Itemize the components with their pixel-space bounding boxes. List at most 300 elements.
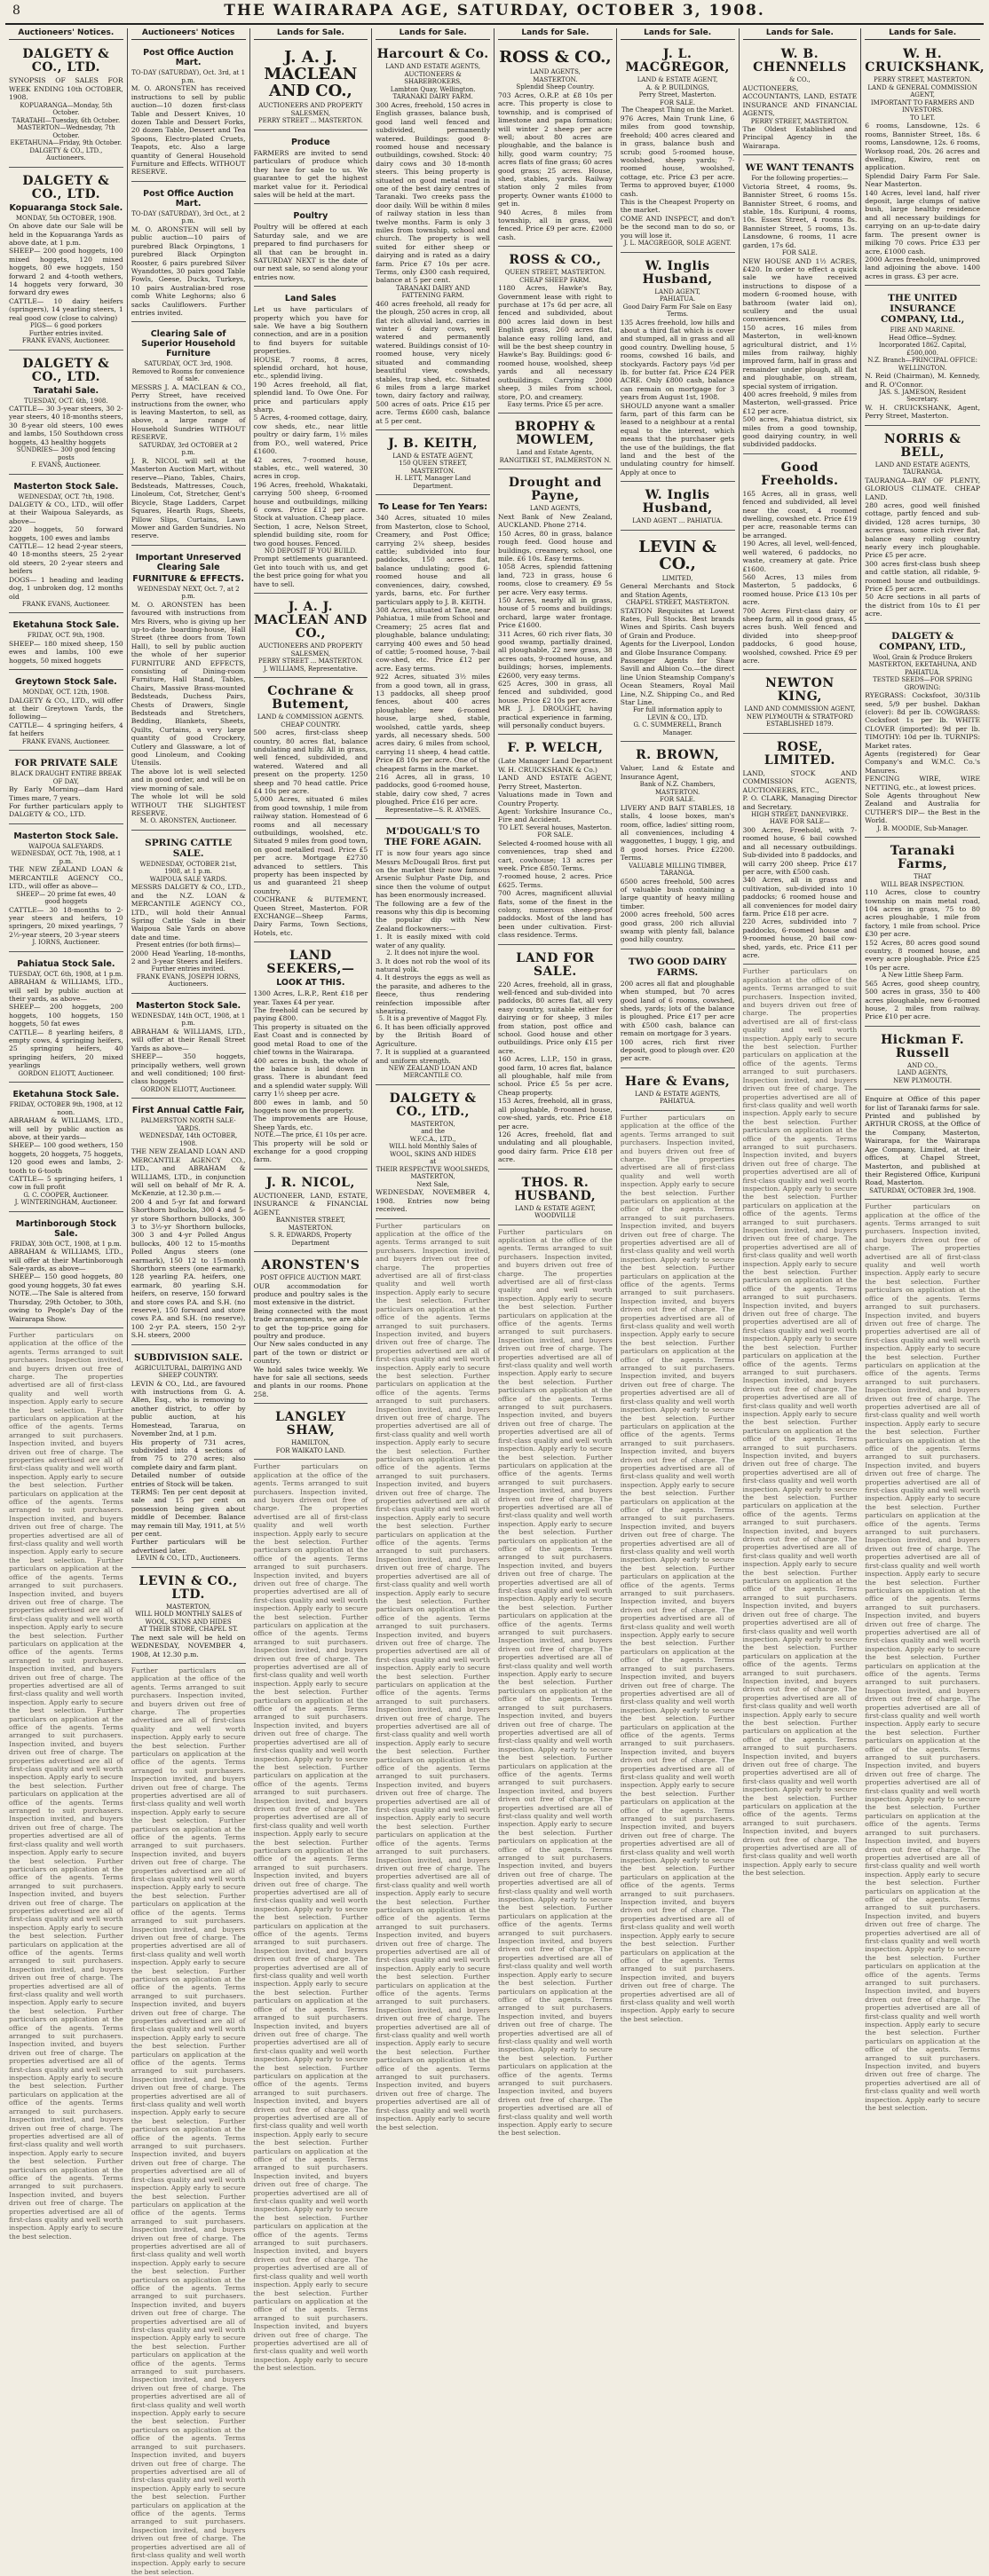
ad-line: FRANK EVANS, Auctioneer. [21, 737, 110, 745]
advertisement [254, 596, 368, 678]
ad-line: Agents (registered) for Gear Company's and W.M.C. Co.'s Manures. [865, 750, 980, 775]
ad-line: M. O. ARONSTEN will sell by public auction—10 pairs of purebred Black Orpingtons, 1 purebred Black Orpington Rooster, 6 pairs purebred Silver Wyandottes, 30 pairs good Table Fowls, Geese, Ducks, Turkeys, 10 pairs Australian-bred rose comb White Leghorns; also 6 sacks Cauliflowers. Further entries invited. [131, 225, 246, 317]
ad-title: W. Inglis Husband, [642, 258, 713, 287]
ad-line: FRANK EVANS, JOSEPH IORNS, Auctioneers. [136, 973, 241, 989]
advertisement [131, 1101, 246, 1344]
advertisement [131, 325, 246, 545]
ad-title: J. R. NICOL, [265, 1175, 355, 1190]
ad-line: Bank of N.Z. Chambers, [639, 781, 716, 789]
ad-line: 703 Acres, O.R.P. at £8 10s per acre. This property is close to township, and is comprised of limestone and papa formation; will winter 2 sheep per acre well; about 80 acres are ploughable, and the balance is hilly, good warm country; 75 acres flats of fine grass; 60 acres good grass; 25 acres. House, shed, stables, yards. Railway station only 2 miles from property. Owner wants £1000 to get in. [498, 91, 613, 209]
ad-line: 940 Acres, 8 miles from township, all in grass, well fenced. Price £9 per acre. £2000 cash. [498, 208, 613, 241]
ad-line: WOODVILLE [534, 1212, 576, 1220]
ad-line: 150 Acres, 80 in grass, balance rough feed. Good house and buildings, creamery, school, one mile. £6 10s. Easy terms. [498, 529, 613, 563]
ad-line: Valuations made in Town and Country Property. [498, 791, 613, 807]
ad-line: TO-DAY (SATURDAY), 3rd Oct., at 2 p.m. [131, 209, 246, 225]
ad-line: CATTLE— 5 springing heifers, 1 cow in full profit [9, 1174, 123, 1192]
ad-line: Valuer, Land & Estate and Insurance Agent, [620, 764, 735, 781]
ad-line: J. L. MACGREGOR, SOLE AGENT. [623, 240, 732, 247]
advertisement [9, 827, 123, 952]
advertisement [498, 1172, 613, 1225]
ad-line: TESTED SEEDS—FOR SPRING GROWING: [873, 676, 973, 691]
ad-title: NEWTON KING, [765, 676, 835, 705]
ad-title: THE UNITED INSURANCE COMPANY, Ltd., [880, 293, 965, 326]
advertisement [743, 673, 858, 734]
ad-line: HIGH STREET, DANNEVIRKE. [751, 810, 849, 818]
ad-line: TAURANGA—BAY OF PLENTY, GLORIOUS CLIMATE. CHEAP LAND. [865, 476, 980, 501]
ad-line: WAIPOUA SALEYARDS. [28, 842, 104, 850]
column-heading: Lands for Sale. [254, 28, 368, 40]
ad-title: DALGETY & CO., LTD., [389, 1091, 477, 1119]
ad-line: SATURDAY, OCTOBER 3rd, 1908. [869, 1186, 977, 1194]
ad-line: LAND, STOCK AND COMMISSION AGENTS, AUCTIONEERS, ETC., [742, 768, 858, 794]
ad-title: Taranaki Farms, [890, 844, 955, 872]
ad-line: WEDNESDAY, OCT. 7th, 1908. [18, 492, 115, 500]
ad-line: LEVIN & CO., Ltd., are favoured with instructions from G. A. Allen, Esq., who is removing to another district, to offer by public auction, at his Homestead, Tararua, on November 2nd, at 1 p.m. [131, 1379, 246, 1438]
ad-line: SATURDAY, OCT. 3rd, 1908. [144, 360, 233, 368]
advertisement [376, 822, 490, 1085]
ad-line: (Late Manager Land Department W. H. CRUICKSHANK & Co.) [498, 757, 613, 774]
ad-title: First Annual Cattle Fair, [131, 1106, 245, 1116]
ad-line: SYNOPSIS OF SALES FOR WEEK ENDING 10th OCTOBER, 1908. [9, 76, 123, 102]
ad-line: PIGS— 6 good porkers [30, 322, 102, 329]
ad-line: LAND AND ESTATE AGENTS, TAURANGA. [874, 461, 970, 477]
ad-line: Prompt settlements guaranteed. Get into touch with us, and get the best price going for what you have to sell. [253, 555, 368, 588]
ad-line: S. R. EDWARDS, Property Department [269, 1232, 352, 1247]
advertisement [131, 548, 246, 831]
column-filler: Further particulars on application at the office of the agents. Terms arranged to suit purchasers. Inspection invited, and buyers driven out free of charge. The properties advertised are all of first-class quality and well worth inspection. Apply early to secure the best selection. Further particulars on application at the office of the agents. Terms arranged to suit purchasers. Inspection invited, and buyers driven out free of charge. The properties advertised are all of first-class quality and well worth inspection. Apply early to secure the best selection. Further particulars on application at the office of the agents. Terms arranged to suit purchasers. Inspection invited, and buyers driven out free of charge. The properties advertised are all of first-class quality and well worth inspection. Apply early to secure the best selection. Further particulars on application at the office of the agents. Terms arranged to suit purchasers. Inspection invited, and buyers driven out free of charge. The properties advertised are all of first-class quality and well worth inspection. Apply early to secure the best selection. Further particulars on application at the office of the agents. Terms arranged to suit purchasers. Inspection invited, and buyers driven out free of charge. The properties advertised are all of first-class quality and well worth inspection. Apply early to secure the best selection. Further particulars on application at the office of the agents. Terms arranged to suit purchasers. Inspection invited, and buyers driven out free of charge. The properties advertised are all of first-class quality and well worth inspection. Apply early to secure the best selection. Further particulars on application at the office of the agents. Terms arranged to suit purchasers. Inspection invited, and buyers driven out free of charge. The properties advertised are all of first-class quality and well worth inspection. Apply early to secure the best selection. Further particulars on application at the office of the agents. Terms arranged to suit purchasers. Inspection invited, and buyers driven out free of charge. The properties advertised are all of first-class quality and well worth inspection. Apply early to secure the best selection. Further particulars on application at the office of the agents. Terms arranged to suit purchasers. Inspection invited, and buyers driven out free of charge. The properties advertised are all of first-class quality and well worth inspection. Apply early to secure the best selection. Further particulars on application at the office of the agents. Terms arranged to suit purchasers. Inspection invited, and buyers driven out free of charge. The properties advertised are all of first-class quality and well worth inspection. Apply early to secure the best selection. Further particulars on application at the office of the agents. Terms arranged to suit purchasers. Inspection invited, and buyers driven out free of charge. The properties advertised are all of first-class quality and well worth inspection. Apply early to secure the best selection. Further particulars on application at the office of the agents. Terms arranged to suit purchasers. Inspection invited, and buyers driven out free of charge. The properties advertised are all of first-class quality and well worth inspection. Apply early to secure the best selection. [376, 1221, 490, 2131]
ad-title: Eketahuna Stock Sale. [12, 1090, 120, 1100]
ad-line: COCHRANE & BUTEMENT, Queen Street, Masterton. FOR EXCHANGE—Sheep Farms, Dairy Farms, Town Sections, Hotels, etc. [253, 895, 368, 937]
advertisement [131, 1571, 246, 1664]
ad-line: 126 Acres, freehold, flat and undulating and all ploughable, good dairy farm. Price £18 per acre. [498, 1130, 613, 1164]
ad-line: WEDNESDAY, 14th OCT., 1908, at 1 p.m. [131, 1012, 246, 1028]
ad-line: MR J. J. DROUGHT, having practical experience in farming, will personally conduct buyers. [498, 705, 613, 730]
column-6 [617, 28, 740, 2023]
ad-title: LAND SEEKERS,— [266, 949, 355, 977]
ad-line: 500 acres, first-class sheep country, 80 acres flat, balance undulating and hilly. All in grass, well fenced, subdivided, and watered. Watered and all present on the property. 1250 sheep and 70 head cattle. Price £4 10s per acre. [253, 729, 368, 795]
ad-line: DALGETY & CO., LTD., Auctioneers. [29, 146, 103, 162]
ad-line: FOR WAIKATO LAND. [275, 1446, 346, 1454]
ad-line: Good Dairy Farm For Sale on Easy Terms. [622, 303, 732, 318]
ad-title: WE WANT TENANTS [745, 162, 855, 174]
ad-title: LEVIN & CO., [638, 537, 716, 573]
ad-line: WEDNESDAY NEXT, Oct. 7, at 2 p.m. [137, 585, 240, 601]
ad-line: LAND AGENT, [654, 288, 700, 295]
ad-line: 6. It has been officially approved by the British Board of Agriculture. [376, 1022, 490, 1048]
ad-line: FRIDAY, 30th OCT., 1908, at 1 p.m. [10, 1240, 122, 1248]
ad-line: 625 Acres, 300 in grass, all fenced and subdivided, good house. Price £2 10s per acre. [498, 680, 613, 705]
ad-line: RYEGRASS: Cocksfoot, 30/31lb seed, 5/9 per bushel. Dakhan (clover): 8d per lb. COWGRASS: Cocksfoot 1s per lb. WHITE CLOVER (imported): 9d per lb. TIMOTHY: 10d per lb. TURNIPS: Market rates. [865, 691, 980, 750]
ad-line: N. Reid (Chairman), M. Kennedy, and R. O'Connor. [865, 372, 980, 389]
ad-line: HAMILTON, [291, 1439, 330, 1447]
advertisement [498, 249, 613, 414]
ad-line: AUCTIONEERS AND PROPERTY SALESMEN, [258, 102, 363, 117]
ad-line: Incorporated 1862. Capital, £500,000. [878, 342, 967, 357]
ad-line: MASTERTON, EKETAHUNA, AND PAHIATUA. [868, 661, 977, 676]
ad-line: A New Little Sheep Farm. [882, 972, 964, 980]
ad-line: CHAPEL STREET, MASTERTON. [625, 599, 730, 607]
advertisement [254, 133, 368, 204]
ad-line: THAT [914, 873, 932, 881]
ad-line: SHEEP— 150 good hoggets, 80 good young hoggets, 30 fat ewes [9, 1272, 123, 1289]
ad-line: CHEAP SHEEP FARM. [519, 276, 591, 284]
ad-line: 50 Acre sections in all parts of the district from 10s to £1 per acre. [865, 593, 980, 618]
ad-line: Our New sales conducted in any part of the town or district or country. [253, 1340, 368, 1366]
ad-title: W. H. CRUICKSHANK, [865, 47, 985, 75]
ad-line: AUCTIONEERS, ACCOUNTANTS, LAND, ESTATE INSURANCE AND FINANCIAL AGENTS, [742, 83, 858, 118]
ad-title: Eketahuna Stock Sale. [12, 620, 120, 631]
ad-line: 300 Acres, Freehold, with 7-roomed house, 6 bail cowshed and all necessary outbuildings. Sub-divided into 8 paddocks, and will carry 200 sheep. Price £17 per acre, with £500 cash. [742, 825, 858, 876]
advertisement [376, 43, 490, 430]
ad-line: GORDON ELIOTT, Auctioneer. [140, 1085, 237, 1093]
advertisement [9, 477, 123, 614]
ad-line: We hold sales twice weekly. We have for sale all sections, seeds and plants in our rooms. Phone 258. [253, 1365, 368, 1398]
ad-line: Agent: Yorkshire Insurance Co., Fire and Accident. [498, 807, 613, 824]
advertisement [743, 457, 858, 671]
ad-line: WILL BEAR INSPECTION. [881, 880, 965, 888]
ad-title: To Lease for Ten Years: [378, 502, 487, 513]
ad-line: SHOULD anyone want a smaller farm, part of this farm can be leased to a neighbour at a rental equal to the interest, which means that the purchaser gets the use of the buildings, the flat land and the best of the undulating country for himself. Apply at once to [620, 401, 735, 477]
ad-line: PERRY STREET ... MASTERTON. [257, 658, 363, 666]
ad-line: MESSRS DALGETY & CO., LTD., and the N.Z. LOAN & MERCANTILE AGENCY CO., LTD., will hold their Annual Spring Cattle Sale in their Waipoua Sale Yards on above date and time. [131, 883, 246, 941]
ad-line: 5,000 Acres, situated 6 miles from good township, 1 mile from railway station. Homestead of 6 rooms and all necessary outbuildings, woolshed, etc. Situated 9 miles from good town, on good metalled road. Price £5 per acre. Mortgage £2730 advanced to settlers. This property has been inspected by us and guaranteed 21 sheep country. [253, 795, 368, 895]
column-filler: Further particulars on application at the office of the agents. Terms arranged to suit purchasers. Inspection invited, and buyers driven out free of charge. The properties advertised are all of first-class quality and well worth inspection. Apply early to secure the best selection. Further particulars on application at the office of the agents. Terms arranged to suit purchasers. Inspection invited, and buyers driven out free of charge. The properties advertised are all of first-class quality and well worth inspection. Apply early to secure the best selection. Further particulars on application at the office of the agents. Terms arranged to suit purchasers. Inspection invited, and buyers driven out free of charge. The properties advertised are all of first-class quality and well worth inspection. Apply early to secure the best selection. Further particulars on application at the office of the agents. Terms arranged to suit purchasers. Inspection invited, and buyers driven out free of charge. The properties advertised are all of first-class quality and well worth inspection. Apply early to secure the best selection. Further particulars on application at the office of the agents. Terms arranged to suit purchasers. Inspection invited, and buyers driven out free of charge. The properties advertised are all of first-class quality and well worth inspection. Apply early to secure the best selection. Further particulars on application at the office of the agents. Terms arranged to suit purchasers. Inspection invited, and buyers driven out free of charge. The properties advertised are all of first-class quality and well worth inspection. Apply early to secure the best selection. Further particulars on application at the office of the agents. Terms arranged to suit purchasers. Inspection invited, and buyers driven out free of charge. The properties advertised are all of first-class quality and well worth inspection. Apply early to secure the best selection. Further particulars on application at the office of the agents. Terms arranged to suit purchasers. Inspection invited, and buyers driven out free of charge. The properties advertised are all of first-class quality and well worth inspection. Apply early to secure the best selection. Further particulars on application at the office of the agents. Terms arranged to suit purchasers. Inspection invited, and buyers driven out free of charge. The properties advertised are all of first-class quality and well worth inspection. Apply early to secure the best selection. Further particulars on application at the office of the agents. Terms arranged to suit purchasers. Inspection invited, and buyers driven out free of charge. The properties advertised are all of first-class quality and well worth inspection. Apply early to secure the best selection. Further particulars on application at the office of the agents. Terms arranged to suit purchasers. Inspection invited, and buyers driven out free of charge. The properties advertised are all of first-class quality and well worth inspection. Apply early to secure the best selection. Further particulars on application at the office of the agents. Terms arranged to suit purchasers. Inspection invited, and buyers driven out free of charge. The properties advertised are all of first-class quality and well worth inspection. Apply early to secure the best selection. [498, 1227, 613, 2138]
ad-title: W. B. CHENNELLS [753, 47, 847, 75]
ad-line: WEDNESDAY, NOVEMBER 4, 1908. Entries now being received. [376, 1188, 490, 1214]
ad-line: FRIDAY, OCTOBER 9th, 1908, at 12 noon. [9, 1101, 123, 1116]
ad-line: LAND & ESTATE AGENT, [515, 1204, 596, 1212]
ad-line: 7-roomed house, 2 acres. Price £625. Terms. [498, 872, 613, 889]
ad-line: 500 acres, Pahiatua district, six miles from a good township, good dairying country, in well subdivided paddocks. [742, 415, 858, 449]
ad-title: Hickman F. Russell [881, 1032, 965, 1060]
ad-line: CATTLE— 12 head 2-year steers, 40 18-months steers, 25 2-year old steers, 20 2-year steers and heifers [9, 542, 123, 576]
ad-line: 196 Acres, freehold, Whakataki, carrying 500 sheep, 6-roomed house and outbuildings, milking 6 cows. Price £12 per acre. Stock at valuation. Cheap place. [253, 480, 368, 523]
ad-subtitle: FURNITURE & EFFECTS. [132, 573, 244, 584]
ad-line: FRANK EVANS, Auctioneer. [21, 337, 110, 344]
ad-subtitle: LOOK AT THIS. [276, 978, 345, 989]
ad-title: J. B. KEITH, [388, 436, 479, 451]
ad-line: General Merchants and Stock and Station Agents, [620, 582, 735, 599]
ad-title: M'DOUGALL'S TO THE FORE AGAIN. [384, 826, 482, 848]
advertisement [376, 433, 490, 496]
ad-line: FIRE AND MARINE. [890, 327, 955, 335]
ad-line: Easy terms. Price £5 per acre. [507, 400, 604, 408]
ad-line: Further entries invited. [151, 965, 225, 973]
column-heading: Auctioneers' Notices. [9, 28, 123, 40]
ad-line: FOR SALE. [537, 831, 574, 839]
ad-line: 922 Acres, situated 3½ miles from a good town, all in grass, 13 paddocks, all sheep proof fences, about 400 acres ploughable; new 6-roomed house, large shed, stable, woolshed, cattle yards, sheep yards, all necessary sheds. 500 acres dairy, 6 miles from school, carrying 11 sheep, 4 head cattle. Price £8 10s per acre. One of the cheapest farms in the market. [376, 673, 490, 773]
ad-line: For full information apply to [632, 706, 723, 714]
ad-line: The next sale will be held on WEDNESDAY, NOVEMBER 4, 1908, At 12.30 p.m. [131, 1633, 246, 1658]
ad-line: Present entries (for both firms)— [136, 941, 241, 949]
ad-title: Important Unreserved Clearing Sale [135, 552, 241, 572]
ad-line: LAND AGENTS, [897, 1069, 948, 1077]
column-filler: Further particulars on application at the office of the agents. Terms arranged to suit purchasers. Inspection invited, and buyers driven out free of charge. The properties advertised are all of first-class quality and well worth inspection. Apply early to secure the best selection. Further particulars on application at the office of the agents. Terms arranged to suit purchasers. Inspection invited, and buyers driven out free of charge. The properties advertised are all of first-class quality and well worth inspection. Apply early to secure the best selection. Further particulars on application at the office of the agents. Terms arranged to suit purchasers. Inspection invited, and buyers driven out free of charge. The properties advertised are all of first-class quality and well worth inspection. Apply early to secure the best selection. Further particulars on application at the office of the agents. Terms arranged to suit purchasers. Inspection invited, and buyers driven out free of charge. The properties advertised are all of first-class quality and well worth inspection. Apply early to secure the best selection. Further particulars on application at the office of the agents. Terms arranged to suit purchasers. Inspection invited, and buyers driven out free of charge. The properties advertised are all of first-class quality and well worth inspection. Apply early to secure the best selection. Further particulars on application at the office of the agents. Terms arranged to suit purchasers. Inspection invited, and buyers driven out free of charge. The properties advertised are all of first-class quality and well worth inspection. Apply early to secure the best selection. Further particulars on application at the office of the agents. Terms arranged to suit purchasers. Inspection invited, and buyers driven out free of charge. The properties advertised are all of first-class quality and well worth inspection. Apply early to secure the best selection. Further particulars on application at the office of the agents. Terms arranged to suit purchasers. Inspection invited, and buyers driven out free of charge. The properties advertised are all of first-class quality and well worth inspection. Apply early to secure the best selection. Further particulars on application at the office of the agents. Terms arranged to suit purchasers. Inspection invited, and buyers driven out free of charge. The properties advertised are all of first-class quality and well worth inspection. Apply early to secure the best selection. Further particulars on application at the office of the agents. Terms arranged to suit purchasers. Inspection invited, and buyers driven out free of charge. The properties advertised are all of first-class quality and well worth inspection. Apply early to secure the best selection. Further particulars on application at the office of the agents. Terms arranged to suit purchasers. Inspection invited, and buyers driven out free of charge. The properties advertised are all of first-class quality and well worth inspection. Apply early to secure the best selection. Further particulars on application at the office of the agents. Terms arranged to suit purchasers. Inspection invited, and buyers driven out free of charge. The properties advertised are all of first-class quality and well worth inspection. Apply early to secure the best selection. [620, 1113, 735, 2023]
ad-line: LIMITED, [661, 574, 693, 582]
ad-line: 1058 Acres, splendid fattening land, 723 in grass, house 6 rooms, close to creamery. £9 5s per acre. Very easy terms. [498, 563, 613, 596]
ad-line: Perry Street, Masterton. [638, 91, 716, 99]
ad-line: M. O. ARONSTEN has been favoured with instructions from Mrs Rivers, who is giving up her up-to-date boarding-house, Hall Street (three doors from Town Hall), to sell by public auction the whole of her superior FURNITURE AND EFFECTS, consisting of Dining-room Furniture, Hall Stand, Tables, Chairs, Massive Brass-mounted Bedsteads, Duchess Pairs, Chests of Drawers, Single Bedsteads and Stretchers, Bedding, Blankets, Sheets, Quilts, Curtains, a very large quantity of good Crockery, Cutlery and Glassware, a lot of good Linoleum, and Cooking Utensils. [131, 600, 246, 768]
advertisement [621, 1071, 735, 1111]
advertisement [376, 1088, 490, 1219]
ad-line: 340 Acres, all in grass and cultivation, sub-divided into 10 paddocks; 6 roomed house and all conveniences for model dairy farm. Price £18 per acre. [742, 876, 858, 918]
ad-title: BROPHY & MOWLEM, [514, 420, 596, 448]
ad-title: Masterton Stock Sale. [136, 1000, 241, 1011]
ad-line: The freehold can be secured by paying £800. [253, 1006, 368, 1023]
advertisement [621, 484, 735, 531]
ad-line: THE NEW ZEALAND LOAN & MERCANTILE AGENCY CO., LTD., will offer as above— [9, 865, 123, 891]
advertisement [254, 945, 368, 1170]
ad-title: Land Sales [284, 294, 336, 304]
ad-line: POST OFFICE AUCTION MART. [259, 1274, 361, 1282]
ad-line: JAS. S. JAMESON, Resident Secretary. [879, 388, 967, 404]
ad-line: MONDAY, 5th OCTOBER, 1908. [15, 214, 116, 222]
ad-line: MASTERTON, [410, 1120, 455, 1128]
ad-line: Land and Estate Agents, [516, 449, 594, 457]
ad-line: Victoria Street, 4 rooms, 9s. Bannister Street, 6 rooms 15s. Bannister Street, 6 rooms, and stable, 18s. Kuripuni, 4 rooms, 10s. Essex Street, 4 rooms 8s. Bannister Street, 5 rooms, 13s. Lansdowne, 6 rooms, 11 acre garden, 17s 6d. [742, 182, 858, 249]
ad-title: Drought and Payne, [508, 476, 602, 504]
ad-line: FRIDAY, OCT. 9th, 1908. [27, 632, 105, 640]
ad-line: FRANK EVANS, Auctioneer. [21, 600, 110, 608]
ad-title: THOS. R. HUSBAND, [514, 1175, 597, 1203]
ad-line: J. R. NICOL will sell at the Masterton Auction Mart, without reserve—Piano, Tables, Chairs, Bedsteads, Mattresses, Couch, Linoleum, Cot, Stretcher, Gent's Bicycle, Stage Ladders, Carpet Squares, Hearth Rugs, Sheets, Pillow Slips, Curtains, Lawn Mower and Garden Sundries. No reserve. [131, 456, 246, 540]
ad-title: Cochrane & Butement, [267, 684, 354, 713]
ad-line: GORDON ELIOTT, Auctioneer. [18, 1069, 115, 1077]
advertisement [621, 744, 735, 949]
advertisement [865, 1029, 980, 1091]
ad-line: LEVIN & CO., LTD., Auctioneers. [136, 1555, 241, 1563]
ad-title: Masterton Stock Sale. [13, 831, 119, 841]
advertisement [621, 952, 735, 1068]
ad-line: Section, 1 acre, Nelson Street, splendid building site, room for two good houses. Fenced. [253, 522, 368, 547]
ad-line: J. WILLIAMS, Representative. [263, 665, 358, 673]
ad-title: Poultry [293, 211, 328, 222]
ad-line: 6500 acres freehold, 500 acres of valuable bush containing a large quantity of heavy milling timber. [620, 877, 735, 910]
ad-line: TUESDAY, OCT. 6th, 1908, at 1 p.m. [9, 970, 123, 978]
ad-title: ROSS & CO., [509, 253, 602, 268]
ad-line: 340 Acres, situated 10 miles from Masterton, close to School, Creamery, and Post Office; carrying 2¼ sheep, besides cattle; subdivided into four paddocks, 150 acres flat, balance undulating; good 6-roomed house and all conveniences, dairy, cowshed, yards, barns, etc. For further particulars apply to J. B. KEITH. [376, 514, 490, 606]
ad-line: LAND AND ESTATE AGENTS, [385, 63, 481, 71]
ad-line: TO-DAY (SATURDAY), Oct. 3rd, at 1 p.m. [131, 69, 246, 84]
advertisement [743, 737, 858, 965]
ad-line: FOR SALE. [660, 796, 696, 804]
ad-line: 220 Acres, subdivided into 7 paddocks, 6-roomed house and 9-roomed house, 20 bail cow-shed, yards, etc. Price £11 per acre. [742, 918, 858, 959]
ad-line: 2000 Head Yearling, 18-months, 2 and 3-year Steers and Heifers. [131, 949, 246, 966]
ad-title: SPRING CATTLE SALE. [145, 837, 233, 859]
ad-line: LAND AGENT ... PAHIATUA. [632, 517, 723, 525]
ad-line: By Early Morning—dam Hard Times mare, 7 years. [9, 785, 123, 802]
ad-line: NO DEPOSIT IF YOU BUILD. [264, 547, 357, 555]
ad-line: IMPORTANT TO FARMERS AND INVESTORS. [870, 98, 975, 114]
advertisement [865, 1092, 980, 1200]
ad-line: MONDAY, OCT. 12th, 1908. [22, 689, 110, 697]
ad-line: N.Z. Branch—PRINCIPAL OFFICE: WELLINGTON. [867, 357, 977, 372]
ad-line: DALGETY & CO., LTD., will offer at their Waipoua Saleyards, as above— [9, 500, 123, 525]
ad-line: 800 ewes in lamb, and 50 hoggets now on the property. [253, 1098, 368, 1115]
column-4 [372, 28, 494, 2131]
ad-line: His property of 731 acres, subdivided into 4 sections of from 75 to 270 acres; also complete dairy and farm plant. [131, 1438, 246, 1471]
ad-line: FOR SALE. [781, 249, 818, 256]
ad-title: DALGETY & CO., LTD. [22, 47, 110, 75]
ad-line: SATURDAY, 3rd OCTOBER at 2 p.m. [138, 441, 238, 457]
ad-line: 5 Acres, 4-roomed cottage, dairy, cow sheds, etc., near little poultry or dairy farm, 1½ miles from P.O., well watered, Price £1600. [253, 414, 368, 456]
ad-line: AGRICULTURAL, DAIRYING AND SHEEP COUNTRY. [134, 1364, 242, 1380]
advertisement [743, 158, 858, 454]
ad-line: FENCING WIRE, WIRE NETTING, etc., at lowest prices. [865, 775, 980, 792]
ad-line: 1180 Acres, Hawke's Bay, Government lease with right to purchase at 17s 6d per acre, all fenced and subdivided, about 800 acres laid down in best English grass, 260 acres flat, balance easy rolling land, and will be the best sheep country in Hawke's Bay. Buildings: good 6-roomed house, woolshed, sheep yards and all necessary outbuildings. Carrying 2000 sheep, 3 miles from school, store, P.O. and creamery. [498, 284, 613, 401]
advertisement [131, 185, 246, 322]
ad-line: 135 Acres freehold, low hills and about a third flat which is cover and stumped, all in grass and all good country. Dwelling house, 5 rooms, cowshed 16 bails, and stockyards. Factory pays ½d per lb. for butter fat. Price £24 PER ACRE. Only £800 cash, balance can remain on mortgage for 3 years from August 1st, 1908. [620, 318, 735, 402]
ad-line: TO LET. [909, 114, 936, 122]
advertisement [743, 43, 858, 155]
advertisement [865, 288, 980, 426]
advertisement [621, 43, 735, 252]
column-heading: Auctioneers' Notices [131, 28, 246, 40]
ad-line: A. & P. BUILDINGS, [645, 83, 709, 91]
ad-line: 300 acres first-class bush sheep and cattle station, all ridable, 9-roomed house and outbuildings. Price £5 per acre. [865, 559, 980, 594]
ad-line: Wool, Grain & Produce Brokers [873, 653, 973, 661]
ad-line: MASTERTON. [654, 788, 700, 796]
ad-line: On above date our Sale will be held in the Kopuaranga Yards as above date, at 1 p.m. [9, 222, 123, 247]
ad-title: NORRIS & BELL, [883, 431, 961, 460]
ad-line: OUR accommodation for produce and poultry sales is the most extensive in the district. [253, 1281, 368, 1307]
ad-line: 150 QUEEN STREET, MASTERTON. [399, 460, 467, 475]
ad-line: 220 Acres, freehold, all in grass, well-fenced and sub-divided into paddocks, 80 acres flat, all very easy country, suitable either for dairying or for sheep, 3 miles from station, post office and school. Good house and other outbuildings. Price only £15 per acre. [498, 980, 613, 1055]
ad-line: M. O. ARONSTEN, Auctioneer. [139, 817, 237, 825]
ad-line: TERMS: Ten per cent deposit at sale and 15 per cent on possession being given about middle of December. Balance may remain till May, 1911, at 5½ per cent. [131, 1487, 246, 1538]
ad-line: The Cheapest Thing on the Market. [621, 106, 734, 114]
advertisement [498, 737, 613, 944]
ad-line: Next Bank of New Zealand, AUCKLAND. Phone 2714. [498, 512, 613, 530]
ad-line: PERRY STREET, MASTERTON. [873, 76, 972, 84]
ad-line: 700 Acres First-class dairy or sheep farm, all in good grass, 45 acres bush. Well fenced and divided into sheep-proof paddocks, 6 good house, woolshed, cowshed. Price £9 per acre. [742, 606, 858, 665]
ad-line: THE NEW ZEALAND LOAN AND MERCANTILE AGENCY CO., LTD., and ABRAHAM & WILLIAMS, LTD., in conjunction will sell on behalf of Mr R. A. McKenzie, at 12.30 p.m.— [131, 1147, 246, 1198]
ad-line: J. WINTERINGHAM, Auctioneer. [14, 1199, 118, 1207]
column-2 [128, 28, 250, 2576]
advertisement [865, 43, 985, 286]
ad-line: The Oldest Established and Principal Agency in the Wairarapa. [742, 125, 858, 150]
ad-line: 560 Acres, 13 miles from Masterton, 5 paddocks, 6 roomed house. Price £13 10s per acre. [742, 572, 858, 607]
ad-line: TO LET. Several houses, Masterton. [498, 823, 613, 831]
ad-line: AUCTIONEERS & SHAREBROKERS, [404, 70, 463, 86]
ad-line: 2000 Acres freehold, unimproved land adjoining the above. 1400 acres in grass. £3 per acre. [865, 255, 980, 280]
advertisement [254, 207, 368, 287]
ad-line: PAHIATUA. [659, 295, 696, 303]
ad-line: ABRAHAM & WILLIAMS, LTD., will sell by public auction as above, at their yards— [9, 1116, 123, 1141]
ad-line: 2000 acres freehold, 500 acres good grass, 200 rich alluvial swamp with plenty fall, balance good hilly country. [620, 910, 735, 944]
advertisement [9, 673, 123, 751]
ad-line: J. IORNS, Auctioneer. [32, 939, 100, 947]
advertisement [498, 416, 613, 469]
ad-line: LAND AND ESTATE AGENT, Perry Street, Masterton. [498, 774, 613, 791]
ad-line: 1. It is easily mixed with cold water of any quality. [376, 933, 490, 949]
advertisement [621, 256, 735, 483]
ad-line: LAND AND COMMISSION AGENT, [744, 705, 856, 713]
ad-line: 200 4 and 5-yr fat and forward Shorthorn bullocks, 300 4 and 5-yr store Shorthorn bullocks, 300 3 to 3½-yr Shorthorn bullocks, 300 3 and 4-yr Polled Angus bullocks, 400 12 to 15-months Polled Angus steers (one earmark), 150 12 to 15-month Shorthorn steers (one earmark), 128 yearling P.A. heifers, one earmark, 80 yearling S.H. heifers, on reserve, 150 forward and store cows P.A. and S.H. (no reserve), 150 forward and store cows P.A. and S.H. (no reserve), 100 2-yr P.A. steers, 150 2-yr S.H. steers, 2000 [131, 1197, 246, 1340]
ad-title: W. Inglis Husband, [642, 488, 713, 516]
ad-line: NOTE.—The Sale is altered from Thursday, 29th October, to 30th, owing to People's Day of the Wairarapa Show. [9, 1289, 123, 1323]
ad-line: ABRAHAM & WILLIAMS, LTD., will offer at their Martinborough Sale-yards, as above— [9, 1248, 123, 1273]
ad-line: Removed to Rooms for convenience of sale. [131, 367, 245, 383]
page-number: 8 [12, 4, 20, 18]
ad-title: LANGLEY SHAW, [275, 1410, 346, 1438]
ad-title: SUBDIVISION SALE. [133, 1351, 243, 1363]
ad-line: TARANAKI DAIRY FARM. [392, 93, 473, 101]
ad-line: WEDNESDAY, 14th OCTOBER, 1908. [139, 1132, 238, 1147]
ad-line: CATTLE— 10 dairy heifers (springers), 14 yearling steers, 1 real good cow (close to calving) [9, 296, 123, 322]
ad-line: LEVIN & CO., LTD. [647, 713, 708, 721]
ad-line: Splendid Dairy Farm For Sale. Near Masterton. [865, 171, 980, 189]
ad-line: WILL hold Monthly Sales of [389, 1143, 477, 1151]
ad-line: NEW HOUSE AND 1½ ACRES, £420. In order to effect a quick sale we have received instructions to dispose of a modern 6-roomed house, with bathroom (water laid on), scullery and the usual conveniences. [742, 256, 858, 324]
ad-line: SHEEP— 180 mixed sheep, 150 ewes and lambs, 100 ewe hoggets, 50 mixed hoggets [9, 639, 123, 665]
ad-line: 2. It does not injure the wool. [386, 949, 480, 957]
ad-line: NEW ZEALAND LOAN AND MERCANTILE CO. [388, 1064, 478, 1080]
advertisement [9, 616, 123, 670]
ad-line: LIVERY AND BAIT STABLES, 18 stalls, 4 loose boxes, man's room, office, ladies' sitting room, all conveniences, including 4 waggonettes, 1 buggy, 1 gig, and 8 good horses. Price £2200. Terms. [620, 803, 735, 863]
advertisement [9, 353, 123, 475]
advertisement [865, 840, 980, 1027]
ad-line: BANNISTER STREET, MASTERTON. [275, 1217, 345, 1232]
ad-line: DALGETY & CO., LTD., will offer at their Greytown Yards, the following— [9, 696, 123, 721]
column-heading: Lands for Sale. [498, 28, 613, 40]
ad-line: AUCTIONEERS AND PROPERTY SALESMEN, [258, 642, 363, 658]
ad-line: P. O. CLARK, Managing Director and Secretary. [742, 794, 858, 811]
ad-line: Poultry will be offered at each Saturday sale, and we are prepared to find purchasers for all that can be brought in. SATURDAY NEXT is the date of our next sale, so send along your entries now. [253, 223, 368, 281]
ad-line: EKETAHUNA—Friday, 9th October. [10, 139, 123, 147]
ad-line: LAND & ESTATE AGENT, [637, 76, 718, 84]
ad-line: 190 Acres, all level, well-fenced, well watered, 6 paddocks, no waste, creamery at gate. Price £1600. [742, 540, 858, 573]
ad-subtitle: Taratahi Sale. [33, 385, 99, 396]
ad-line: LAND & COMMISSION AGENTS. [257, 713, 364, 721]
ad-line: The following are a few of the reasons why this dip is becoming the popular dip with New Zealand flockowners:— [376, 899, 490, 933]
ad-line: CATTLE— 30 3-year steers, 30 2-year steers, 40 18-months steers, 30 8-year old steers, 100 ewes and lambs, 150 Southdown cross hoggets, 43 healthy hoggets [9, 405, 123, 446]
ad-title: Clearing Sale of Superior Household Furniture [141, 329, 236, 359]
ad-title: TWO GOOD DAIRY FARMS. [628, 956, 727, 978]
column-5 [494, 28, 617, 2138]
ad-line: For further particulars apply to DALGETY & CO., LTD. [9, 801, 123, 819]
ad-line: G. C. COOPER, Auctioneer. [23, 1191, 109, 1199]
ad-line: PERRY STREET ... MASTERTON. [257, 117, 363, 125]
ad-line: 42 acres, 7-roomed house, stables, etc., well watered, 30 acres in crop. [253, 455, 368, 481]
ad-line: 190 Acres freehold, all flat, splendid land. To Owe One. For price and particulars apply sharp. [253, 380, 368, 414]
ad-line: at [430, 1158, 437, 1166]
ad-line: For the following properties:— [751, 175, 849, 183]
ad-line: MASTERTON. [533, 75, 578, 83]
newspaper-title: THE WAIRARAPA AGE, SATURDAY, OCTOBER 3, 1908. [224, 2, 765, 20]
ad-line: LAND & ESTATE AGENTS, [634, 1090, 721, 1098]
ad-line: F. EVANS, Auctioneer. [31, 461, 101, 469]
ad-line: Enquire at Office of this paper for list of Taranaki farms for sale. [865, 1095, 980, 1112]
ad-line: AUCTIONEER, LAND, ESTATE, INSURANCE & FINANCIAL AGENT. [253, 1191, 368, 1217]
ad-line: Further particulars will be advertised later. [131, 1538, 246, 1555]
ad-line: The above lot is well selected and in good order, and will be on view morning of sale. [131, 767, 246, 792]
ad-line: CATTLE— 30 18-months to 2-year steers and heifers, 10 springers, 20 mixed yearlings, 7 2½-year steers, 20 3-year steers [9, 905, 123, 939]
ad-line: Lambton Quay, Wellington. [390, 85, 476, 93]
ad-line: LAND & ESTATE AGENT, [392, 452, 473, 460]
ad-line: The whole lot will be sold WITHOUT THE SLIGHTEST RESERVE. [131, 792, 246, 817]
ad-line: STATION Requisites at Lowest Rates, Full Stocks. Best brands Wines and Spirits. Cash buyers of Grain and Produce. [620, 606, 735, 640]
ad-line: 280 acres, good well finished cottage, partly fenced and sub-divided, 128 acres turnips, 30 acres grass, some rich river flat, balance easy rolling country nearly every inch ploughable. Price £5 per acre. [865, 500, 980, 560]
advertisement [9, 955, 123, 1083]
ad-line: CHEAP COUNTRY. [281, 721, 341, 729]
ad-title: Greytown Stock Sale. [14, 677, 117, 688]
ad-line: 308 Acres, situated at Tane, near Pahiatua, 1 mile from School and Creamery; 25 acres flat and ploughable, balance undulating; carrying 400 ewes and 50 head of cattle; 5-roomed house, 7-bail cow-shed, etc. Price £12 per acre. Easy terms. [376, 605, 490, 673]
ad-line: TARATAHI—Tuesday, 6th October. [12, 116, 121, 124]
ad-line: 7. It is supplied at a guaranteed and uniform strength. [376, 1048, 490, 1065]
ad-line: WEDNESDAY, OCT. 7th, 1908, at 1 p.m. [11, 850, 122, 865]
ad-line: WOOL, SKINS AND HIDES [390, 1150, 477, 1158]
